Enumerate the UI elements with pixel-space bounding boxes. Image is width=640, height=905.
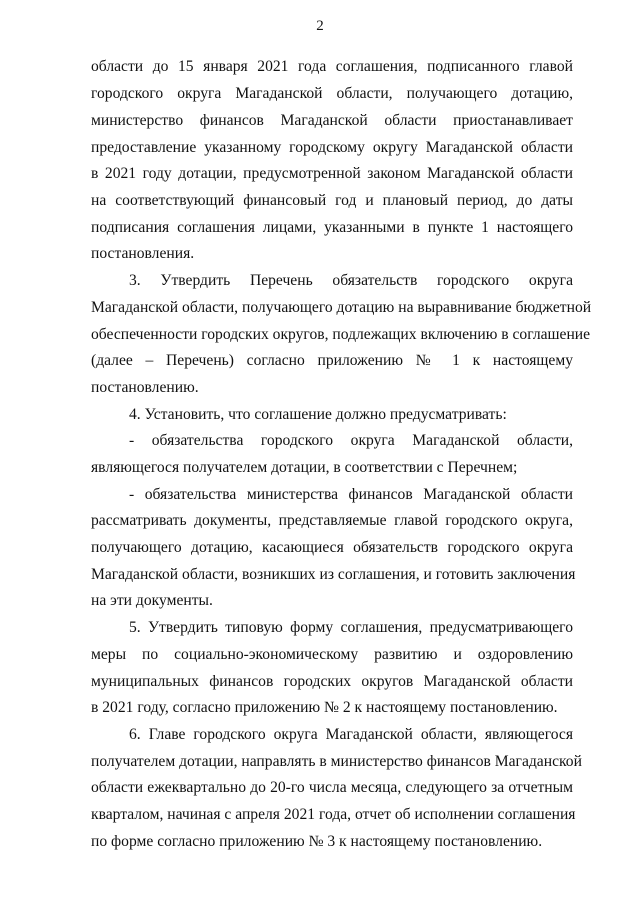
text-line: городского округа Магаданской области, получающего дотацию, — [91, 85, 573, 102]
text-line: кварталом, начиная с апреля 2021 года, отчет об исполнении соглашения — [91, 806, 576, 823]
text-line: 3. Утвердить Перечень обязательств городского округа — [129, 272, 573, 289]
text-line: в 2021 году дотации, предусмотренной законом Магаданской области — [91, 165, 573, 182]
text-line: на эти документы. — [91, 592, 213, 609]
text-line: в 2021 году, согласно приложению № 2 к настоящему постановлению. — [91, 699, 558, 716]
text-line: предоставление указанному городскому округу Магаданской области — [91, 139, 573, 156]
text-line: 5. Утвердить типовую форму соглашения, предусматривающего — [129, 619, 573, 636]
text-line: - обязательства городского округа Магаданской области, — [129, 432, 573, 449]
text-line: Магаданской области, получающего дотацию на выравнивание бюджетной — [91, 299, 592, 316]
text-line: являющегося получателем дотации, в соответствии с Перечнем; — [91, 459, 518, 476]
text-line: подписания соглашения лицами, указанными в пункте 1 настоящего — [91, 219, 573, 236]
text-line: (далее – Перечень) согласно приложению № 1 к настоящему — [91, 352, 573, 369]
text-line: области до 15 января 2021 года соглашения, подписанного главой — [91, 58, 573, 75]
text-line: - обязательства министерства финансов Магаданской области — [129, 486, 573, 503]
text-line: министерство финансов Магаданской области приостанавливает — [91, 112, 573, 129]
text-line: муниципальных финансов городских округов Магаданской области — [91, 673, 573, 690]
text-line: рассматривать документы, представляемые главой городского округа, — [91, 512, 573, 529]
text-line: получателем дотации, направлять в министерство финансов Магаданской — [91, 753, 582, 770]
text-line: постановлению. — [91, 379, 199, 396]
page-number: 2 — [316, 18, 324, 34]
text-line: по форме согласно приложению № 3 к настоящему постановлению. — [91, 833, 543, 850]
text-line: 6. Главе городского округа Магаданской области, являющегося — [129, 726, 573, 743]
text-line: Магаданской области, возникших из соглашения, и готовить заключения — [91, 566, 576, 583]
text-line: на соответствующий финансовый год и плановый период, до даты — [91, 192, 573, 209]
text-line: меры по социально-экономическому развитию и оздоровлению — [91, 646, 573, 663]
text-line: 4. Установить, что соглашение должно предусматривать: — [129, 406, 507, 423]
text-line: постановления. — [91, 245, 195, 262]
text-line: обеспеченности городских округов, подлежащих включению в соглашение — [91, 326, 591, 343]
text-line: получающего дотацию, касающиеся обязательств городского округа — [91, 539, 573, 556]
text-line: области ежеквартально до 20-го числа месяца, следующего за отчетным — [91, 779, 573, 796]
